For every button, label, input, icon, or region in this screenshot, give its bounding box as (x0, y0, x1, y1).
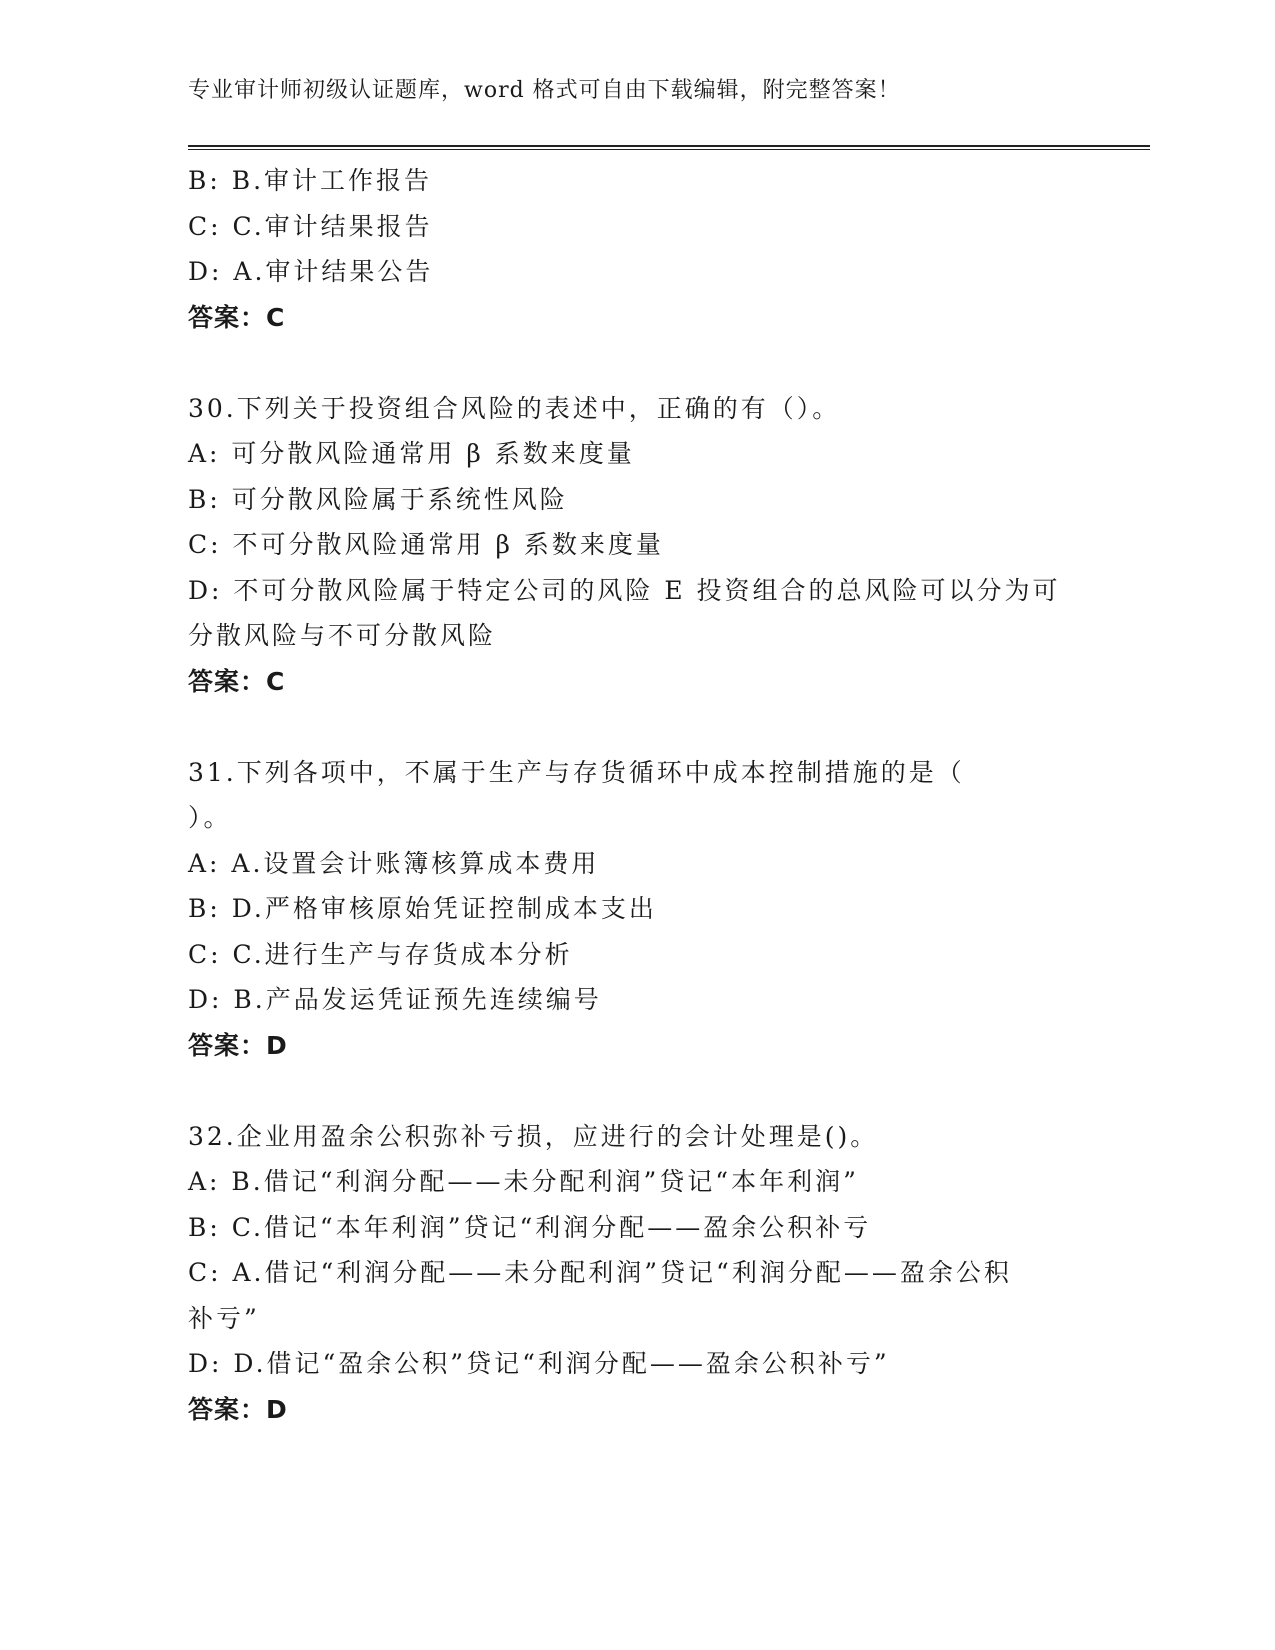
option-d: D: D.借记“盈余公积”贷记“利润分配——盈余公积补亏” (188, 1349, 890, 1378)
question-stem: 30.下列关于投资组合风险的表述中，正确的有（）。 (188, 393, 841, 423)
option-b: B: C.借记“本年利润”贷记“利润分配——盈余公积补亏 (188, 1212, 872, 1242)
question-stem: 32.企业用盈余公积弥补亏损，应进行的会计处理是()。 (188, 1121, 879, 1151)
option-c: C: C.审计结果报告 (188, 211, 433, 241)
header-divider (188, 145, 1150, 150)
spacer (188, 704, 1088, 750)
option-d: D: B.产品发运凭证预先连续编号 (188, 985, 602, 1014)
option-a: A: B.借记“利润分配——未分配利润”贷记“本年利润” (188, 1167, 859, 1196)
option-c: C: A.借记“利润分配——未分配利润”贷记“利润分配——盈余公积 (188, 1258, 1012, 1287)
option-a: A: A.设置会计账簿核算成本费用 (188, 848, 600, 878)
spacer (188, 1068, 1088, 1114)
answer: 答案：C (188, 302, 286, 332)
option-c: C: 不可分散风险通常用 β 系数来度量 (188, 530, 664, 559)
spacer (188, 340, 1088, 386)
question-31 (188, 750, 1088, 1069)
question-30 (188, 386, 1088, 705)
page-header: 专业审计师初级认证题库，word 格式可自由下载编辑，附完整答案！ (188, 78, 901, 103)
option-b: B: D.严格审核原始凭证控制成本支出 (188, 894, 657, 923)
option-d-continued: 分散风险与不可分散风险 (188, 621, 497, 650)
option-a: A: 可分散风险通常用 β 系数来度量 (188, 439, 635, 468)
question-stem: 31.下列各项中，不属于生产与存货循环中成本控制措施的是（ (188, 757, 965, 787)
option-b: B: B.审计工作报告 (188, 166, 433, 195)
question-29 (188, 158, 1088, 340)
option-b: B: 可分散风险属于系统性风险 (188, 484, 568, 514)
option-d: D: A.审计结果公告 (188, 257, 434, 286)
option-d: D: 不可分散风险属于特定公司的风险 E 投资组合的总风险可以分为可 (188, 575, 1061, 605)
question-content (188, 158, 1088, 1432)
question-stem-continued: ）。 (188, 803, 232, 832)
answer: 答案：D (188, 1394, 288, 1424)
question-32 (188, 1114, 1088, 1433)
option-c: C: C.进行生产与存货成本分析 (188, 939, 573, 969)
answer: 答案：C (188, 666, 286, 696)
option-c-continued: 补亏” (188, 1303, 260, 1333)
answer: 答案：D (188, 1030, 288, 1060)
